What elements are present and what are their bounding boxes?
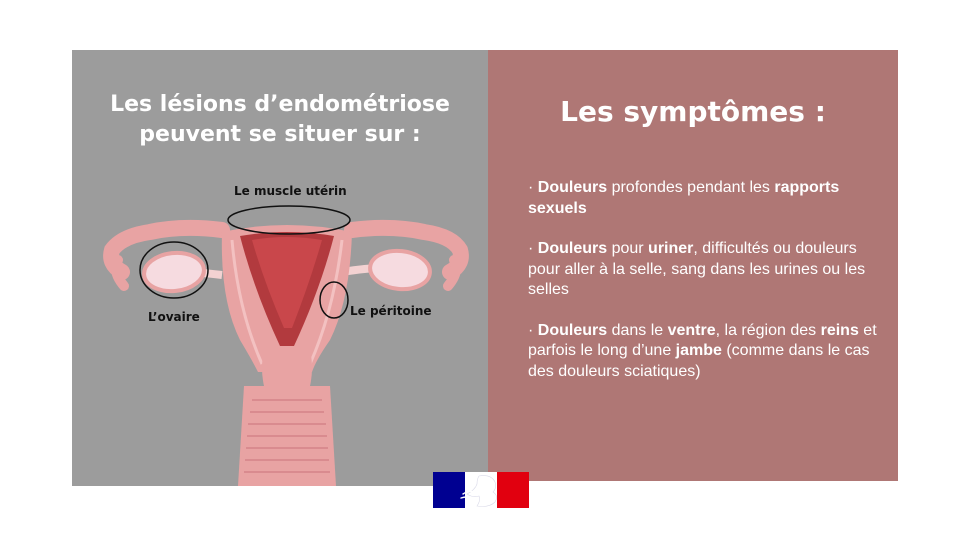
cervix — [262, 350, 312, 386]
label-ovaire: L’ovaire — [148, 310, 200, 324]
symptom-text: · — [528, 321, 538, 339]
symptom-keyword: uriner — [648, 240, 694, 257]
right-ovary — [368, 248, 432, 292]
logo-blue-band — [433, 472, 465, 508]
symptom-text: · — [528, 240, 538, 257]
symptom-text: pour — [607, 240, 649, 257]
left-panel — [72, 50, 488, 486]
left-title-line-2: peuvent se situer sur : — [139, 122, 421, 147]
symptom-text: , difficultés ou douleurs pour aller à la selle, sang dans les urines ou les selles — [528, 240, 866, 298]
symptom-text: (comme dans le cas des douleurs sciatiques) — [528, 342, 870, 380]
symptom-keyword: Douleurs — [537, 179, 608, 196]
label-peritoine: Le péritoine — [350, 304, 432, 318]
symptom-item — [528, 321, 878, 383]
marianne-logo-icon — [433, 472, 529, 508]
symptom-keyword: jambe — [675, 342, 722, 359]
symptom-keyword: Douleurs — [537, 321, 608, 339]
right-panel-title: Les symptômes : — [560, 95, 826, 128]
symptom-keyword: ventre — [667, 321, 716, 339]
symptom-item — [528, 239, 878, 301]
symptom-list — [528, 178, 878, 402]
left-ovary — [142, 250, 206, 294]
symptom-text: · — [528, 179, 538, 196]
right-panel — [488, 50, 898, 481]
label-muscle-uterin: Le muscle utérin — [234, 184, 347, 198]
symptom-text: , la région des — [715, 321, 821, 339]
uterus-illustration — [72, 50, 488, 486]
logo-red-band — [497, 472, 529, 508]
symptom-text: et parfois le long d’une — [528, 321, 877, 359]
symptom-keyword: rapports sexuels — [528, 179, 840, 217]
symptom-item — [528, 178, 878, 219]
symptom-text: dans le — [607, 321, 668, 339]
symptom-keyword: Douleurs — [537, 240, 608, 257]
left-title-line-1: Les lésions d’endométriose — [110, 92, 450, 117]
symptom-text: profondes pendant les — [607, 179, 775, 196]
symptom-keyword: reins — [820, 321, 859, 339]
